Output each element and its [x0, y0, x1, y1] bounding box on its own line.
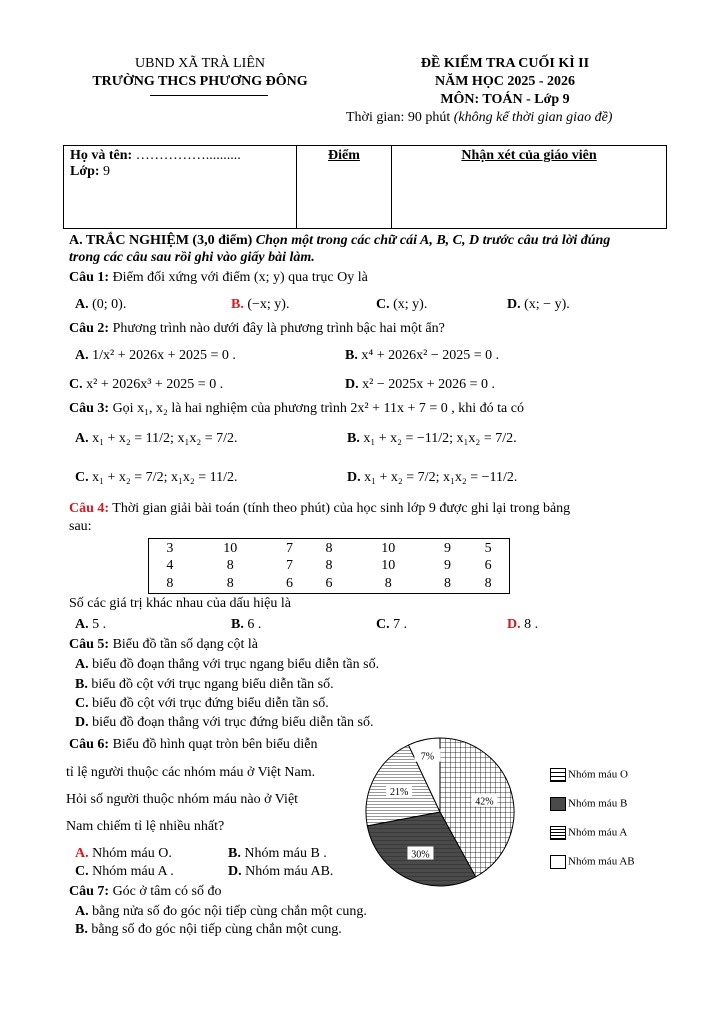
table-cell: 10 — [381, 540, 396, 556]
q5-label: Câu 5: — [69, 637, 110, 652]
q3-option-d[interactable] — [347, 470, 517, 486]
slice-label: 42% — [475, 796, 494, 808]
q3-option-a[interactable] — [75, 431, 237, 447]
question-2 — [69, 321, 445, 337]
option-letter: C. — [376, 297, 390, 312]
option-text: Nhóm máu AB. — [241, 864, 334, 879]
option-letter: C. — [75, 696, 89, 711]
question-5 — [69, 637, 258, 653]
q2-option-a[interactable] — [75, 348, 236, 364]
q5-option-a[interactable] — [75, 657, 379, 673]
q3-label: Câu 3: — [69, 401, 110, 416]
q6-text-3: Hỏi số người thuộc nhóm máu nào ở Việt — [66, 792, 299, 807]
q6-option-a[interactable] — [75, 846, 172, 862]
option-letter: C. — [69, 377, 83, 392]
section-a-heading — [69, 233, 610, 249]
q7-text: Góc ở tâm có số đo — [109, 884, 222, 899]
q5-option-b[interactable] — [75, 677, 334, 693]
q6-text: Biểu đồ hình quạt tròn bên biểu diễn — [109, 737, 318, 752]
option-text: (x; − y). — [520, 297, 570, 312]
table-cell: 9 — [443, 558, 451, 574]
name-dots[interactable]: …………….......... — [132, 148, 241, 163]
option-text: 1/x² + 2026x + 2025 = 0 . — [88, 348, 236, 363]
class-label: Lớp: — [70, 164, 100, 179]
exam-time-main: Thời gian: 90 phút — [346, 110, 454, 125]
table-cell: 8 — [166, 576, 174, 592]
option-text: 6 . — [243, 617, 262, 632]
option-letter: C. — [75, 470, 89, 485]
q6-option-b[interactable] — [228, 846, 327, 862]
option-text: biểu đồ đoạn thẳng với trục đứng biểu diễn tần số. — [88, 715, 374, 730]
option-text: (x; y). — [389, 297, 428, 312]
legend-item-a — [550, 826, 635, 855]
table-cell: 7 — [286, 558, 293, 574]
option-text: x² + 2026x³ + 2025 = 0 . — [82, 377, 224, 392]
q6-text-2: tỉ lệ người thuộc các nhóm máu ở Việt Nam. — [66, 765, 316, 780]
slice-label: 21% — [389, 787, 409, 799]
q6-text-4: Nam chiếm tỉ lệ nhiều nhất? — [66, 819, 225, 834]
table-cell: 4 — [166, 558, 174, 574]
table-cell: 8 — [325, 540, 333, 556]
option-letter: A. — [75, 657, 89, 672]
option-text: 8 . — [520, 617, 539, 632]
class-value: 9 — [99, 164, 111, 179]
option-text: (0; 0). — [88, 297, 127, 312]
table-cell: 9 — [443, 540, 451, 556]
q4-option-d[interactable] — [507, 617, 538, 633]
option-letter: B. — [345, 348, 358, 363]
exam-time-note: (không kể thời gian giao đề) — [453, 110, 613, 125]
option-letter: D. — [507, 297, 521, 312]
option-letter: A. — [75, 431, 89, 446]
option-text: 7 . — [389, 617, 408, 632]
q4-option-a[interactable] — [75, 617, 106, 633]
q6-label: Câu 6: — [69, 737, 110, 752]
table-cell: 10 — [381, 558, 396, 574]
q3-option-b[interactable] — [347, 431, 517, 447]
header-department: UBND XÃ TRÀ LIÊN — [134, 56, 265, 71]
legend-swatch — [550, 797, 566, 811]
slice-label: 7% — [420, 751, 435, 763]
q6-option-d[interactable] — [228, 864, 333, 880]
legend-label: Nhóm máu AB — [568, 855, 635, 868]
option-letter: B. — [231, 617, 244, 632]
option-letter: A. — [75, 617, 89, 632]
legend-swatch — [550, 855, 566, 869]
q4-label: Câu 4: — [69, 501, 110, 516]
q5-text: Biểu đồ tần số dạng cột là — [109, 637, 258, 652]
q2-label: Câu 2: — [69, 321, 110, 336]
q7-option-a[interactable] — [75, 904, 367, 920]
question-4 — [69, 501, 570, 517]
student-info-table — [63, 145, 667, 229]
option-letter: D. — [347, 470, 361, 485]
table-cell: 6 — [484, 558, 492, 574]
table-cell: 6 — [325, 576, 333, 592]
table-row — [149, 539, 510, 558]
option-text: biểu đồ cột với trục đứng biểu diễn tần số. — [88, 696, 329, 711]
exam-title: ĐỀ KIỂM TRA CUỐI KÌ II — [420, 56, 590, 71]
comment-cell — [392, 146, 667, 229]
option-text: 5 . — [88, 617, 107, 632]
option-text: x₁ + x₂ = 7/2; x₁x₂ = 11/2. — [88, 470, 238, 485]
blood-type-pie-chart — [360, 732, 550, 892]
option-letter: D. — [75, 715, 89, 730]
table-cell: 8 — [384, 576, 392, 592]
slice-label: 30% — [411, 849, 430, 861]
legend-swatch — [550, 826, 566, 840]
legend-item-b — [550, 797, 635, 826]
q1-text: Điểm đối xứng với điểm (x; y) qua trục Oy là — [109, 270, 368, 285]
legend-label: Nhóm máu B — [568, 797, 628, 810]
legend-item-o — [550, 768, 635, 797]
option-letter: B. — [75, 677, 88, 692]
option-text: x⁴ + 2026x² − 2025 = 0 . — [357, 348, 500, 363]
option-text: biểu đồ cột với trục ngang biểu diễn tần số. — [87, 677, 334, 692]
option-text: (−x; y). — [243, 297, 290, 312]
option-letter: D. — [507, 617, 521, 632]
option-letter: C. — [75, 864, 89, 879]
table-row — [149, 575, 510, 594]
school-year: NĂM HỌC 2025 - 2026 — [435, 74, 575, 89]
option-text: biểu đồ đoạn thẳng với trục ngang biểu diễn tần số. — [88, 657, 380, 672]
question-3 — [69, 401, 524, 417]
table-cell: 7 — [286, 540, 293, 556]
q3-option-c[interactable] — [75, 470, 237, 486]
option-text: x² − 2025x + 2026 = 0 . — [358, 377, 496, 392]
table-cell: 8 — [226, 558, 234, 574]
q2-option-c[interactable] — [69, 377, 223, 393]
option-letter: C. — [376, 617, 390, 632]
option-letter: B. — [231, 297, 244, 312]
q4-option-c[interactable] — [376, 617, 407, 633]
table-cell: 6 — [286, 576, 293, 592]
legend-label: Nhóm máu O — [568, 768, 628, 781]
option-letter: B. — [75, 922, 88, 937]
table-cell: 3 — [166, 540, 174, 556]
table-cell: 5 — [484, 540, 492, 556]
table-cell: 10 — [223, 540, 238, 556]
table-cell: 8 — [325, 558, 333, 574]
name-label: Họ và tên: — [70, 148, 133, 163]
comment-header: Nhận xét của giáo viên — [461, 148, 597, 163]
q1-option-d[interactable] — [507, 297, 570, 313]
q1-option-b[interactable] — [231, 297, 289, 313]
legend — [550, 768, 635, 884]
q1-option-a[interactable] — [75, 297, 126, 313]
q4-text-2: sau: — [69, 519, 92, 534]
option-letter: A. — [75, 297, 89, 312]
option-text: bằng số đo góc nội tiếp cùng chắn một cung. — [87, 922, 342, 937]
option-letter: A. — [75, 348, 89, 363]
section-a-instruction: Chọn một trong các chữ cái A, B, C, D trước câu trả lời đúng — [255, 233, 611, 248]
score-cell — [297, 146, 392, 229]
student-info-cell — [64, 146, 297, 229]
table-cell: 8 — [484, 576, 492, 592]
q1-label: Câu 1: — [69, 270, 110, 285]
legend-item-ab — [550, 855, 635, 884]
legend-swatch — [550, 768, 566, 782]
section-a-instruction-2: trong các câu sau rồi ghi vào giấy bài làm. — [69, 250, 315, 265]
q4-data-table — [148, 538, 510, 594]
score-header: Điểm — [328, 148, 360, 163]
q2-text: Phương trình nào dưới đây là phương trình bậc hai một ẩn? — [109, 321, 445, 336]
option-text: Nhóm máu O. — [88, 846, 172, 861]
header-underline — [150, 95, 268, 96]
header-school: TRƯỜNG THCS PHƯƠNG ĐÔNG — [92, 74, 308, 89]
q6-option-c[interactable] — [75, 864, 174, 880]
option-letter: D. — [228, 864, 242, 879]
q2-option-b[interactable] — [345, 348, 499, 364]
q4-text: Thời gian giải bài toán (tính theo phút) của học sinh lớp 9 được ghi lại trong bảng — [109, 501, 571, 516]
option-letter: B. — [347, 431, 360, 446]
option-text: Nhóm máu B . — [240, 846, 327, 861]
question-1 — [69, 270, 368, 286]
option-text: bằng nửa số đo góc nội tiếp cùng chắn một cung. — [88, 904, 367, 919]
option-letter: B. — [228, 846, 241, 861]
option-letter: A. — [75, 904, 89, 919]
option-letter: D. — [345, 377, 359, 392]
question-6 — [69, 737, 317, 753]
q5-option-c[interactable] — [75, 696, 329, 712]
subject: MÔN: TOÁN - Lớp 9 — [440, 92, 570, 107]
option-text: Nhóm máu A . — [88, 864, 174, 879]
section-a-title: A. TRẮC NGHIỆM (3,0 điểm) — [69, 233, 256, 248]
q3-text: Gọi x₁, x₂ là hai nghiệm của phương trình 2x² + 11x + 7 = 0 , khi đó ta có — [109, 401, 524, 416]
option-text: x₁ + x₂ = −11/2; x₁x₂ = 7/2. — [359, 431, 517, 446]
legend-label: Nhóm máu A — [568, 826, 628, 839]
q7-option-b[interactable] — [75, 922, 342, 938]
table-cell: 8 — [226, 576, 234, 592]
table-row — [149, 557, 510, 575]
question-7 — [69, 884, 221, 900]
q7-label: Câu 7: — [69, 884, 110, 899]
q4-option-b[interactable] — [231, 617, 261, 633]
q5-option-d[interactable] — [75, 715, 373, 731]
exam-time — [346, 110, 612, 126]
option-text: x₁ + x₂ = 11/2; x₁x₂ = 7/2. — [88, 431, 238, 446]
q1-option-c[interactable] — [376, 297, 427, 313]
option-letter: A. — [75, 846, 89, 861]
q2-option-d[interactable] — [345, 377, 495, 393]
table-cell: 8 — [443, 576, 451, 592]
option-text: x₁ + x₂ = 7/2; x₁x₂ = −11/2. — [360, 470, 518, 485]
q4-question: Số các giá trị khác nhau của dấu hiệu là — [69, 596, 291, 611]
